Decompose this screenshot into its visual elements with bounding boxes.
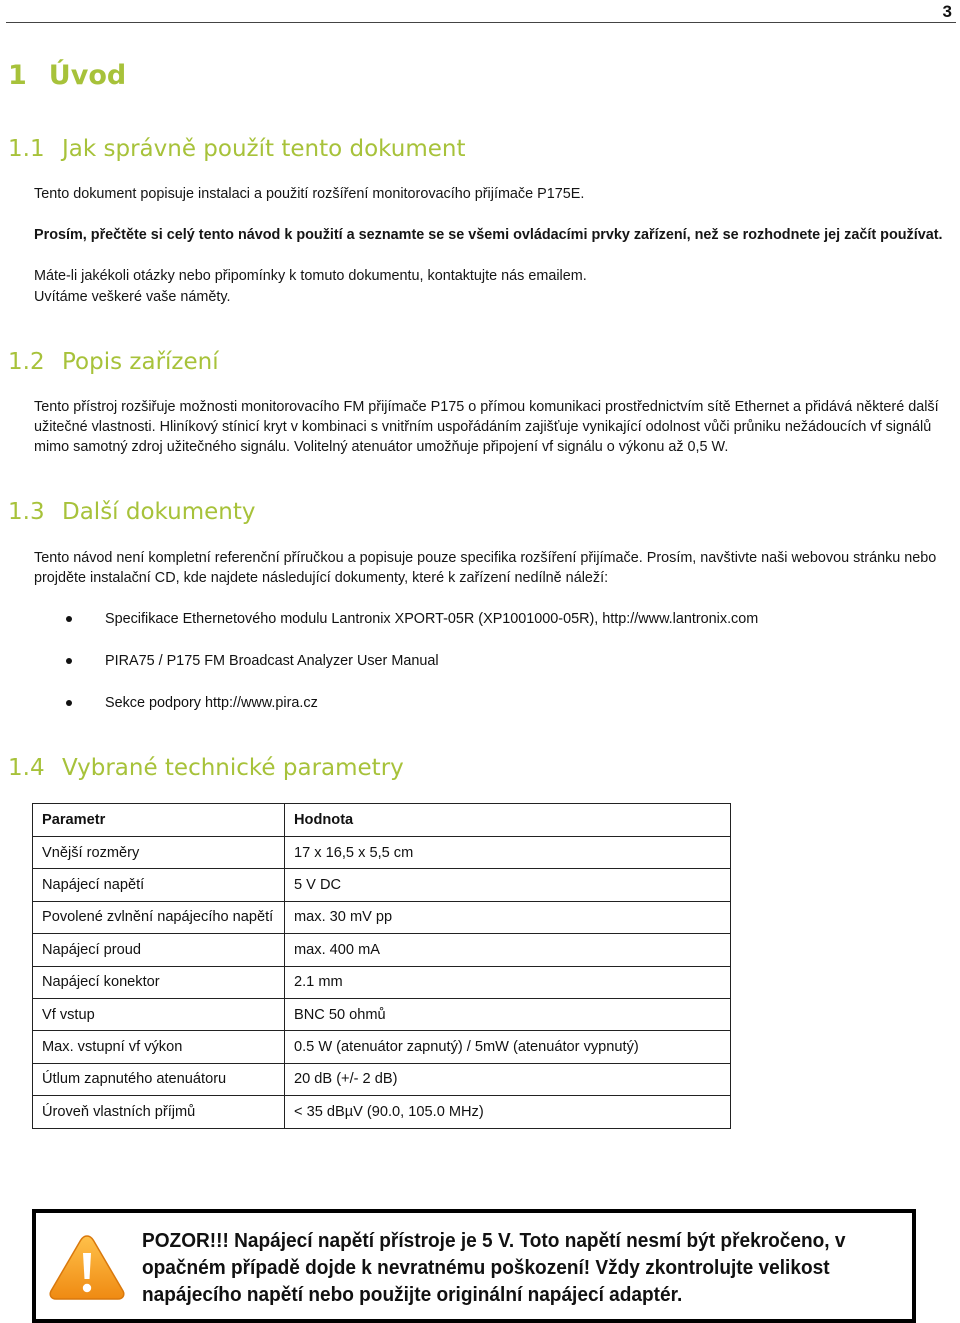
table-cell-parameter: Povolené zvlnění napájecího napětí	[33, 901, 285, 933]
table-cell-parameter: Úroveň vlastních příjmů	[33, 1096, 285, 1128]
table-row	[33, 1096, 731, 1128]
table-header-row	[33, 804, 731, 837]
chapter-number: 1	[8, 60, 27, 91]
section-number: 1.4	[8, 755, 45, 781]
bullet-icon	[66, 700, 72, 706]
table-header-parameter: Parametr	[33, 804, 285, 837]
table-row	[33, 869, 731, 901]
section-heading-1-4	[8, 755, 404, 781]
paragraph-read-manual: Prosím, přečtěte si celý tento návod k použití a seznamte se se všemi ovládacími prvky zařízení, než se rozhodnete jej začít používat.	[34, 227, 943, 243]
warning-text: POZOR!!! Napájecí napětí přístroje je 5 V. Toto napětí nesmí být překročeno, v opačném případě dojde k nevratnému poškození! Vždy zkontrolujte velikost napájecího napětí nebo použijte originální napájecí adaptér.	[142, 1229, 846, 1306]
bullet-icon	[66, 658, 72, 664]
list-item: PIRA75 / P175 FM Broadcast Analyzer User Manual	[62, 649, 758, 691]
table-cell-parameter: Útlum zapnutého atenuátoru	[33, 1063, 285, 1095]
section-title: Popis zařízení	[62, 349, 219, 375]
section-heading-1-2	[8, 349, 219, 375]
section-title: Vybrané technické parametry	[62, 755, 404, 781]
section-number: 1.2	[8, 349, 45, 375]
bullet-icon	[66, 616, 72, 622]
section-number: 1.3	[8, 499, 45, 525]
table-cell-parameter: Max. vstupní vf výkon	[33, 1031, 285, 1063]
section-heading-1-3	[8, 499, 256, 525]
warning-box	[32, 1209, 916, 1323]
table-cell-parameter: Vf vstup	[33, 998, 285, 1030]
table-row	[33, 901, 731, 933]
document-list	[62, 607, 758, 733]
parameters-table	[32, 803, 731, 1129]
table-cell-parameter: Vnější rozměry	[33, 837, 285, 869]
table-cell-value: max. 30 mV pp	[285, 901, 731, 933]
paragraph-device-description: Tento přístroj rozšiřuje možnosti monitorovacího FM přijímače P175 o přímou komunikaci prostřednictvím sítě Ethernet a přidává některé další užitečné vlastnosti. Hliníkový stínicí kryt v kombinaci s vnitřním uspořádáním zajišťuje vynikající odolnost vůči průniku nežádoucích vf signálů mimo samotný zdroj užitečného signálu. Volitelný atenuátor umožňuje připojení vf signálu o výkonu až 0,5 W.	[34, 399, 939, 455]
section-title: Jak správně použít tento dokument	[62, 136, 466, 162]
chapter-heading	[8, 60, 126, 91]
table-cell-parameter: Napájecí napětí	[33, 869, 285, 901]
table-cell-value: < 35 dBµV (90.0, 105.0 MHz)	[285, 1096, 731, 1128]
paragraph-contact: Máte-li jakékoli otázky nebo připomínky k tomuto dokumentu, kontaktujte nás emailem.	[34, 268, 587, 284]
paragraph-intro: Tento dokument popisuje instalaci a použití rozšíření monitorovacího přijímače P175E.	[34, 186, 585, 202]
table-row	[33, 998, 731, 1030]
table-cell-value: 2.1 mm	[285, 966, 731, 998]
table-cell-parameter: Napájecí konektor	[33, 966, 285, 998]
header-rule	[6, 22, 956, 23]
table-cell-parameter: Napájecí proud	[33, 934, 285, 966]
table-cell-value: BNC 50 ohmů	[285, 998, 731, 1030]
table-row	[33, 837, 731, 869]
warning-triangle-icon	[48, 1233, 126, 1301]
list-item: Specifikace Ethernetového modulu Lantronix XPORT-05R (XP1001000-05R), http://www.lantronix.com	[62, 607, 758, 649]
section-heading-1-1	[8, 136, 466, 162]
table-cell-value: 20 dB (+/- 2 dB)	[285, 1063, 731, 1095]
table-header-value: Hodnota	[285, 804, 731, 837]
paragraph-welcome: Uvítáme veškeré vaše náměty.	[34, 289, 231, 305]
section-number: 1.1	[8, 136, 45, 162]
table-cell-value: 17 x 16,5 x 5,5 cm	[285, 837, 731, 869]
section-title: Další dokumenty	[62, 499, 256, 525]
table-cell-value: 0.5 W (atenuátor zapnutý) / 5mW (atenuátor vypnutý)	[285, 1031, 731, 1063]
list-item: Sekce podpory http://www.pira.cz	[62, 691, 758, 733]
page-number: 3	[942, 2, 952, 21]
table-cell-value: 5 V DC	[285, 869, 731, 901]
table-cell-value: max. 400 mA	[285, 934, 731, 966]
table-row	[33, 966, 731, 998]
chapter-title: Úvod	[48, 60, 127, 91]
table-row	[33, 1063, 731, 1095]
table-row	[33, 1031, 731, 1063]
table-row	[33, 934, 731, 966]
paragraph-other-documents: Tento návod není kompletní referenční příručkou a popisuje pouze specifika rozšíření přijímače. Prosím, navštivte naši webovou stránku nebo projděte instalační CD, kde najdete následující dokumenty, které k zařízení nedílně náleží:	[34, 550, 937, 586]
